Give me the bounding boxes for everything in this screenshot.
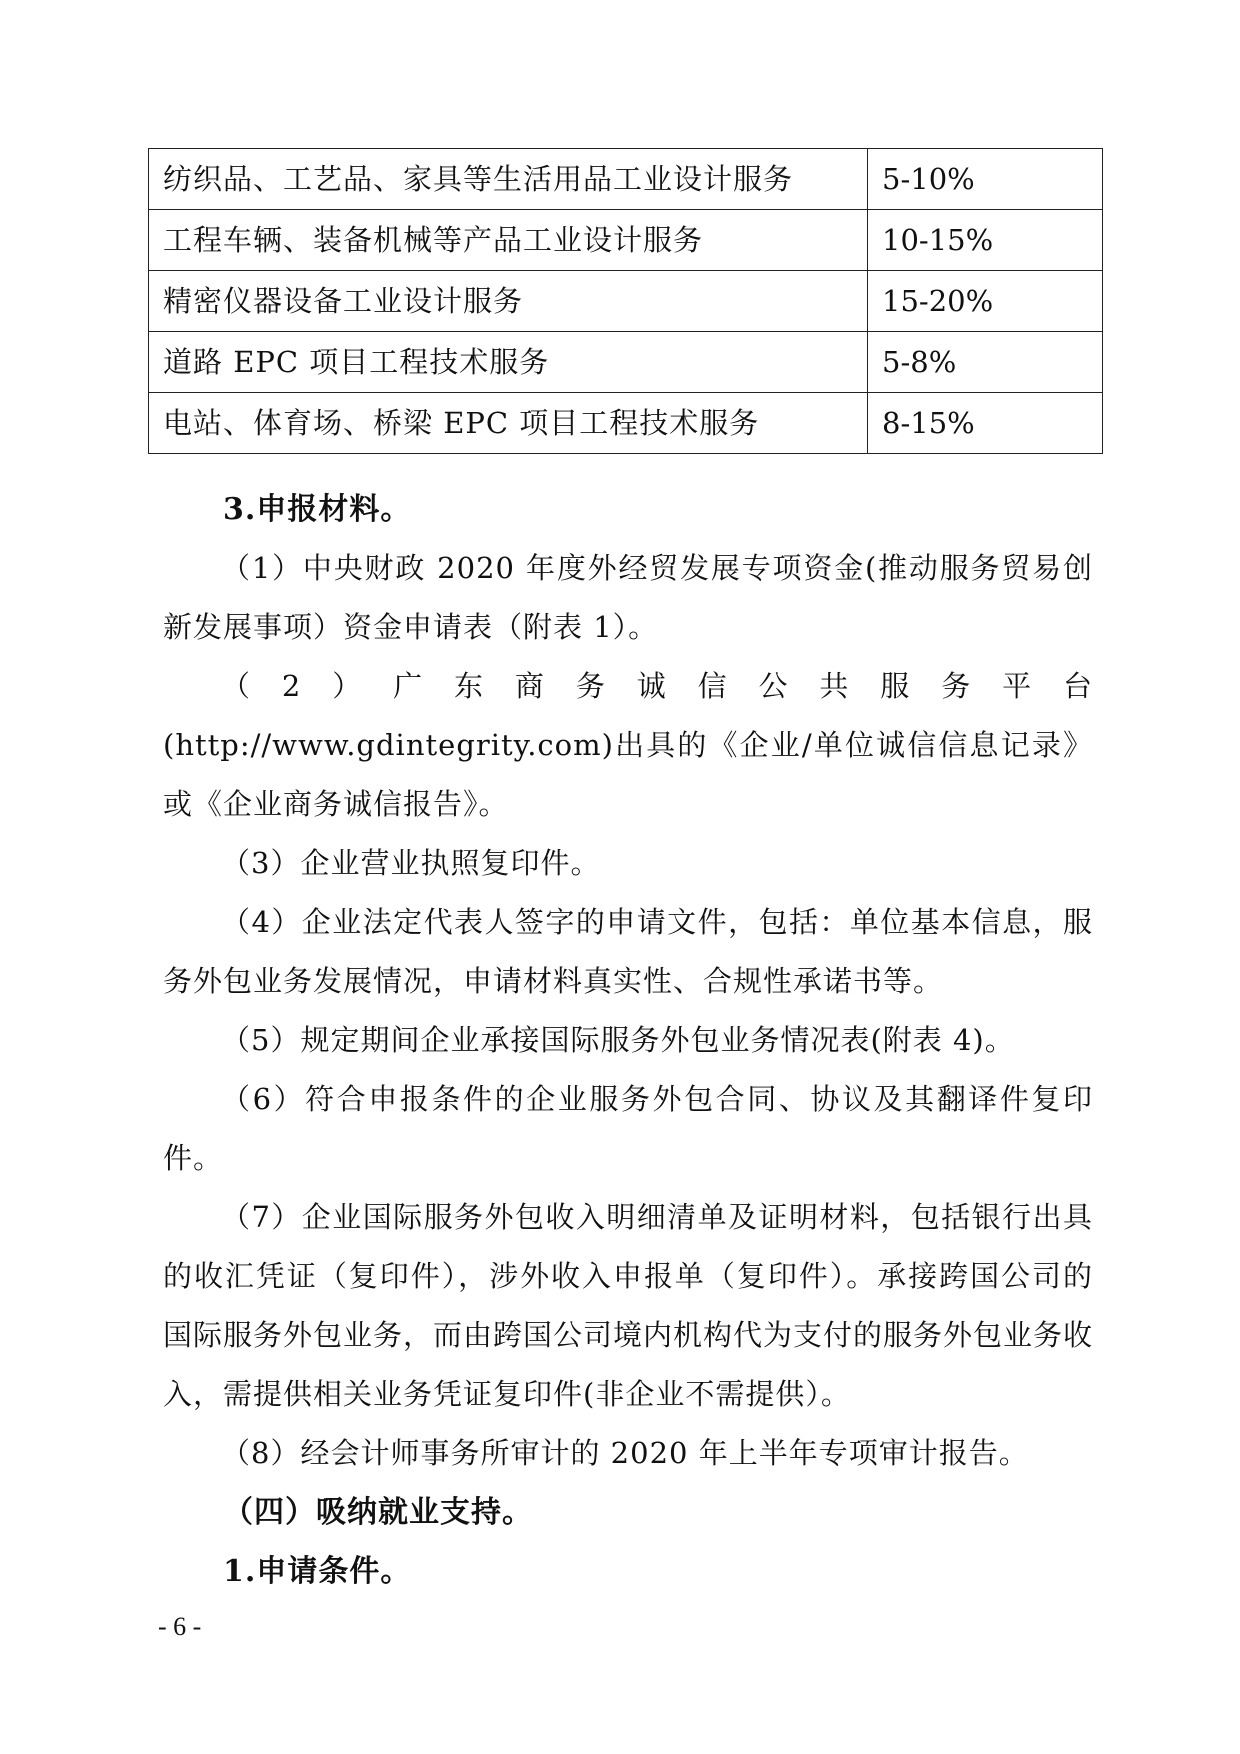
subheading-application-conditions: 1.申请条件。 — [223, 1554, 412, 1589]
list-item: （1）中央财政 2020 年度外经贸发展专项资金(推动服务贸易创新发展事项）资金申请表（附表 1）。 — [163, 551, 1093, 644]
list-item: （6）符合申报条件的企业服务外包合同、协议及其翻译件复印件。 — [163, 1082, 1093, 1175]
table-cell-category: 道路 EPC 项目工程技术服务 — [149, 332, 868, 393]
table-cell-rate: 10-15% — [868, 210, 1103, 271]
list-item: （8）经会计师事务所审计的 2020 年上半年专项审计报告。 — [221, 1436, 1029, 1470]
list-item: （4）企业法定代表人签字的申请文件，包括：单位基本信息，服务外包业务发展情况，申请材料真实性、合规性承诺书等。 — [163, 905, 1093, 998]
table-cell-rate: 8-15% — [868, 393, 1103, 454]
list-item: （2）广东商务诚信公共服务平台(http://www.gdintegrity.com)出具的《企业/单位诚信信息记录》或《企业商务诚信报告》。 — [163, 669, 1093, 821]
page-number: - 6 - — [158, 1612, 202, 1641]
table-row — [149, 210, 1103, 271]
list-item: （5）规定期间企业承接国际服务外包业务情况表(附表 4)。 — [221, 1023, 1015, 1057]
service-rate-table — [148, 148, 1103, 454]
table-cell-rate: 5-8% — [868, 332, 1103, 393]
section-heading-application-materials: 3.申报材料。 — [223, 492, 412, 527]
table-row — [149, 332, 1103, 393]
section-heading-employment-support: （四）吸纳就业支持。 — [223, 1495, 533, 1530]
table-cell-category: 纺织品、工艺品、家具等生活用品工业设计服务 — [149, 149, 868, 210]
table-row — [149, 393, 1103, 454]
table-row — [149, 149, 1103, 210]
body-text — [163, 480, 1093, 1601]
list-item: （3）企业营业执照复印件。 — [221, 846, 601, 880]
table-cell-category: 精密仪器设备工业设计服务 — [149, 271, 868, 332]
table-row — [149, 271, 1103, 332]
table-cell-rate: 5-10% — [868, 149, 1103, 210]
table-cell-rate: 15-20% — [868, 271, 1103, 332]
list-item: （7）企业国际服务外包收入明细清单及证明材料，包括银行出具的收汇凭证（复印件），涉外收入申报单（复印件）。承接跨国公司的国际服务外包业务，而由跨国公司境内机构代为支付的服务外包业务收入，需提供相关业务凭证复印件(非企业不需提供）。 — [163, 1200, 1094, 1411]
table-cell-category: 工程车辆、装备机械等产品工业设计服务 — [149, 210, 868, 271]
table-cell-category: 电站、体育场、桥梁 EPC 项目工程技术服务 — [149, 393, 868, 454]
